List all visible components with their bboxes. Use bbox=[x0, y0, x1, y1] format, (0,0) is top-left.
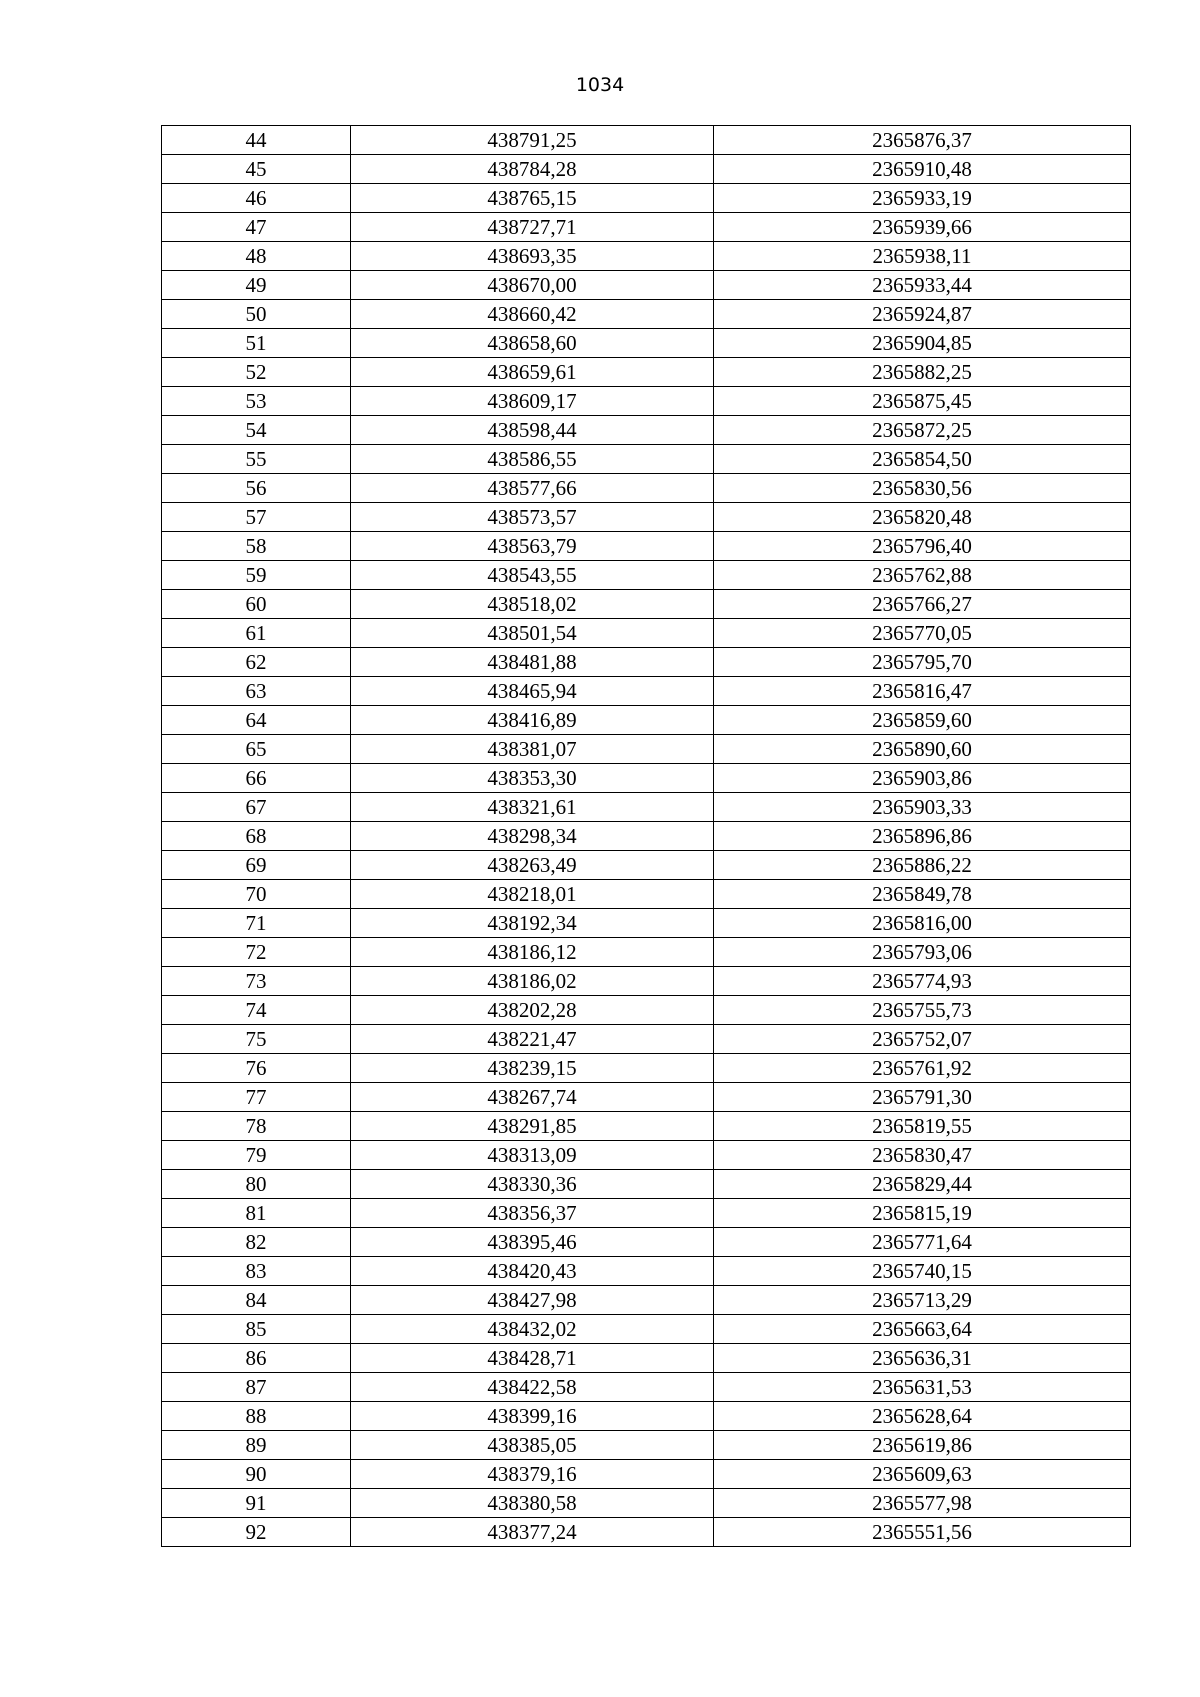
table-row bbox=[162, 822, 1131, 851]
y-coordinate-cell: 2365886,22 bbox=[714, 851, 1131, 880]
table-row bbox=[162, 1170, 1131, 1199]
x-coordinate-cell: 438586,55 bbox=[351, 445, 714, 474]
x-coordinate-cell: 438353,30 bbox=[351, 764, 714, 793]
y-coordinate-cell: 2365882,25 bbox=[714, 358, 1131, 387]
x-coordinate-cell: 438481,88 bbox=[351, 648, 714, 677]
point-number-cell: 80 bbox=[162, 1170, 351, 1199]
x-coordinate-cell: 438321,61 bbox=[351, 793, 714, 822]
x-coordinate-cell: 438186,02 bbox=[351, 967, 714, 996]
table-row bbox=[162, 1112, 1131, 1141]
x-coordinate-cell: 438379,16 bbox=[351, 1460, 714, 1489]
x-coordinate-cell: 438427,98 bbox=[351, 1286, 714, 1315]
point-number-cell: 57 bbox=[162, 503, 351, 532]
point-number-cell: 60 bbox=[162, 590, 351, 619]
table-row bbox=[162, 300, 1131, 329]
table-row bbox=[162, 271, 1131, 300]
y-coordinate-cell: 2365933,44 bbox=[714, 271, 1131, 300]
table-row bbox=[162, 1228, 1131, 1257]
point-number-cell: 85 bbox=[162, 1315, 351, 1344]
page-number: 1034 bbox=[575, 74, 625, 96]
y-coordinate-cell: 2365890,60 bbox=[714, 735, 1131, 764]
y-coordinate-cell: 2365816,47 bbox=[714, 677, 1131, 706]
table-row bbox=[162, 1431, 1131, 1460]
y-coordinate-cell: 2365770,05 bbox=[714, 619, 1131, 648]
point-number-cell: 64 bbox=[162, 706, 351, 735]
y-coordinate-cell: 2365762,88 bbox=[714, 561, 1131, 590]
y-coordinate-cell: 2365755,73 bbox=[714, 996, 1131, 1025]
x-coordinate-cell: 438577,66 bbox=[351, 474, 714, 503]
y-coordinate-cell: 2365876,37 bbox=[714, 126, 1131, 155]
y-coordinate-cell: 2365796,40 bbox=[714, 532, 1131, 561]
point-number-cell: 76 bbox=[162, 1054, 351, 1083]
point-number-cell: 46 bbox=[162, 184, 351, 213]
point-number-cell: 58 bbox=[162, 532, 351, 561]
table-row bbox=[162, 1344, 1131, 1373]
table-row bbox=[162, 996, 1131, 1025]
y-coordinate-cell: 2365938,11 bbox=[714, 242, 1131, 271]
x-coordinate-cell: 438660,42 bbox=[351, 300, 714, 329]
y-coordinate-cell: 2365904,85 bbox=[714, 329, 1131, 358]
x-coordinate-cell: 438263,49 bbox=[351, 851, 714, 880]
y-coordinate-cell: 2365551,56 bbox=[714, 1518, 1131, 1547]
table-row bbox=[162, 445, 1131, 474]
y-coordinate-cell: 2365752,07 bbox=[714, 1025, 1131, 1054]
x-coordinate-cell: 438422,58 bbox=[351, 1373, 714, 1402]
x-coordinate-cell: 438330,36 bbox=[351, 1170, 714, 1199]
point-number-cell: 73 bbox=[162, 967, 351, 996]
y-coordinate-cell: 2365771,64 bbox=[714, 1228, 1131, 1257]
y-coordinate-cell: 2365872,25 bbox=[714, 416, 1131, 445]
table-row bbox=[162, 213, 1131, 242]
point-number-cell: 86 bbox=[162, 1344, 351, 1373]
x-coordinate-cell: 438399,16 bbox=[351, 1402, 714, 1431]
table-row bbox=[162, 590, 1131, 619]
table-row bbox=[162, 126, 1131, 155]
y-coordinate-cell: 2365933,19 bbox=[714, 184, 1131, 213]
table-row bbox=[162, 1373, 1131, 1402]
x-coordinate-cell: 438420,43 bbox=[351, 1257, 714, 1286]
x-coordinate-cell: 438377,24 bbox=[351, 1518, 714, 1547]
y-coordinate-cell: 2365793,06 bbox=[714, 938, 1131, 967]
y-coordinate-cell: 2365631,53 bbox=[714, 1373, 1131, 1402]
table-row bbox=[162, 1460, 1131, 1489]
table-row bbox=[162, 1518, 1131, 1547]
x-coordinate-cell: 438784,28 bbox=[351, 155, 714, 184]
point-number-cell: 56 bbox=[162, 474, 351, 503]
point-number-cell: 50 bbox=[162, 300, 351, 329]
coordinates-table-body bbox=[162, 126, 1131, 1547]
y-coordinate-cell: 2365820,48 bbox=[714, 503, 1131, 532]
table-row bbox=[162, 1257, 1131, 1286]
table-row bbox=[162, 909, 1131, 938]
y-coordinate-cell: 2365636,31 bbox=[714, 1344, 1131, 1373]
y-coordinate-cell: 2365609,63 bbox=[714, 1460, 1131, 1489]
x-coordinate-cell: 438192,34 bbox=[351, 909, 714, 938]
table-row bbox=[162, 1315, 1131, 1344]
y-coordinate-cell: 2365924,87 bbox=[714, 300, 1131, 329]
x-coordinate-cell: 438658,60 bbox=[351, 329, 714, 358]
x-coordinate-cell: 438218,01 bbox=[351, 880, 714, 909]
x-coordinate-cell: 438791,25 bbox=[351, 126, 714, 155]
table-row bbox=[162, 1141, 1131, 1170]
point-number-cell: 77 bbox=[162, 1083, 351, 1112]
x-coordinate-cell: 438298,34 bbox=[351, 822, 714, 851]
x-coordinate-cell: 438239,15 bbox=[351, 1054, 714, 1083]
y-coordinate-cell: 2365854,50 bbox=[714, 445, 1131, 474]
y-coordinate-cell: 2365816,00 bbox=[714, 909, 1131, 938]
table-row bbox=[162, 735, 1131, 764]
x-coordinate-cell: 438381,07 bbox=[351, 735, 714, 764]
table-row bbox=[162, 764, 1131, 793]
y-coordinate-cell: 2365849,78 bbox=[714, 880, 1131, 909]
point-number-cell: 63 bbox=[162, 677, 351, 706]
y-coordinate-cell: 2365830,56 bbox=[714, 474, 1131, 503]
point-number-cell: 81 bbox=[162, 1199, 351, 1228]
point-number-cell: 62 bbox=[162, 648, 351, 677]
point-number-cell: 59 bbox=[162, 561, 351, 590]
table-row bbox=[162, 503, 1131, 532]
point-number-cell: 72 bbox=[162, 938, 351, 967]
table-row bbox=[162, 561, 1131, 590]
x-coordinate-cell: 438573,57 bbox=[351, 503, 714, 532]
y-coordinate-cell: 2365829,44 bbox=[714, 1170, 1131, 1199]
table-row bbox=[162, 184, 1131, 213]
point-number-cell: 68 bbox=[162, 822, 351, 851]
x-coordinate-cell: 438501,54 bbox=[351, 619, 714, 648]
point-number-cell: 55 bbox=[162, 445, 351, 474]
point-number-cell: 82 bbox=[162, 1228, 351, 1257]
point-number-cell: 71 bbox=[162, 909, 351, 938]
table-row bbox=[162, 648, 1131, 677]
y-coordinate-cell: 2365815,19 bbox=[714, 1199, 1131, 1228]
y-coordinate-cell: 2365819,55 bbox=[714, 1112, 1131, 1141]
x-coordinate-cell: 438563,79 bbox=[351, 532, 714, 561]
table-row bbox=[162, 967, 1131, 996]
point-number-cell: 51 bbox=[162, 329, 351, 358]
table-row bbox=[162, 1402, 1131, 1431]
y-coordinate-cell: 2365761,92 bbox=[714, 1054, 1131, 1083]
y-coordinate-cell: 2365795,70 bbox=[714, 648, 1131, 677]
point-number-cell: 79 bbox=[162, 1141, 351, 1170]
table-row bbox=[162, 619, 1131, 648]
x-coordinate-cell: 438291,85 bbox=[351, 1112, 714, 1141]
y-coordinate-cell: 2365766,27 bbox=[714, 590, 1131, 619]
point-number-cell: 84 bbox=[162, 1286, 351, 1315]
x-coordinate-cell: 438186,12 bbox=[351, 938, 714, 967]
y-coordinate-cell: 2365859,60 bbox=[714, 706, 1131, 735]
point-number-cell: 67 bbox=[162, 793, 351, 822]
table-row bbox=[162, 938, 1131, 967]
y-coordinate-cell: 2365875,45 bbox=[714, 387, 1131, 416]
y-coordinate-cell: 2365628,64 bbox=[714, 1402, 1131, 1431]
table-row bbox=[162, 1083, 1131, 1112]
x-coordinate-cell: 438356,37 bbox=[351, 1199, 714, 1228]
point-number-cell: 75 bbox=[162, 1025, 351, 1054]
y-coordinate-cell: 2365663,64 bbox=[714, 1315, 1131, 1344]
x-coordinate-cell: 438609,17 bbox=[351, 387, 714, 416]
table-row bbox=[162, 474, 1131, 503]
x-coordinate-cell: 438543,55 bbox=[351, 561, 714, 590]
table-row bbox=[162, 1025, 1131, 1054]
x-coordinate-cell: 438432,02 bbox=[351, 1315, 714, 1344]
y-coordinate-cell: 2365713,29 bbox=[714, 1286, 1131, 1315]
table-row bbox=[162, 416, 1131, 445]
point-number-cell: 90 bbox=[162, 1460, 351, 1489]
x-coordinate-cell: 438221,47 bbox=[351, 1025, 714, 1054]
table-row bbox=[162, 1286, 1131, 1315]
y-coordinate-cell: 2365903,33 bbox=[714, 793, 1131, 822]
table-row bbox=[162, 677, 1131, 706]
table-row bbox=[162, 793, 1131, 822]
point-number-cell: 53 bbox=[162, 387, 351, 416]
x-coordinate-cell: 438518,02 bbox=[351, 590, 714, 619]
y-coordinate-cell: 2365791,30 bbox=[714, 1083, 1131, 1112]
y-coordinate-cell: 2365740,15 bbox=[714, 1257, 1131, 1286]
x-coordinate-cell: 438313,09 bbox=[351, 1141, 714, 1170]
y-coordinate-cell: 2365903,86 bbox=[714, 764, 1131, 793]
point-number-cell: 87 bbox=[162, 1373, 351, 1402]
y-coordinate-cell: 2365774,93 bbox=[714, 967, 1131, 996]
table-row bbox=[162, 706, 1131, 735]
y-coordinate-cell: 2365939,66 bbox=[714, 213, 1131, 242]
table-row bbox=[162, 851, 1131, 880]
point-number-cell: 66 bbox=[162, 764, 351, 793]
x-coordinate-cell: 438202,28 bbox=[351, 996, 714, 1025]
x-coordinate-cell: 438380,58 bbox=[351, 1489, 714, 1518]
coordinates-table bbox=[161, 125, 1131, 1547]
point-number-cell: 52 bbox=[162, 358, 351, 387]
point-number-cell: 47 bbox=[162, 213, 351, 242]
table-row bbox=[162, 1054, 1131, 1083]
x-coordinate-cell: 438670,00 bbox=[351, 271, 714, 300]
table-row bbox=[162, 155, 1131, 184]
x-coordinate-cell: 438727,71 bbox=[351, 213, 714, 242]
x-coordinate-cell: 438395,46 bbox=[351, 1228, 714, 1257]
x-coordinate-cell: 438428,71 bbox=[351, 1344, 714, 1373]
table-row bbox=[162, 1199, 1131, 1228]
point-number-cell: 92 bbox=[162, 1518, 351, 1547]
point-number-cell: 83 bbox=[162, 1257, 351, 1286]
y-coordinate-cell: 2365619,86 bbox=[714, 1431, 1131, 1460]
point-number-cell: 61 bbox=[162, 619, 351, 648]
x-coordinate-cell: 438416,89 bbox=[351, 706, 714, 735]
point-number-cell: 54 bbox=[162, 416, 351, 445]
x-coordinate-cell: 438765,15 bbox=[351, 184, 714, 213]
point-number-cell: 78 bbox=[162, 1112, 351, 1141]
x-coordinate-cell: 438267,74 bbox=[351, 1083, 714, 1112]
x-coordinate-cell: 438385,05 bbox=[351, 1431, 714, 1460]
point-number-cell: 91 bbox=[162, 1489, 351, 1518]
point-number-cell: 49 bbox=[162, 271, 351, 300]
point-number-cell: 69 bbox=[162, 851, 351, 880]
table-row bbox=[162, 358, 1131, 387]
point-number-cell: 74 bbox=[162, 996, 351, 1025]
x-coordinate-cell: 438465,94 bbox=[351, 677, 714, 706]
table-row bbox=[162, 880, 1131, 909]
y-coordinate-cell: 2365896,86 bbox=[714, 822, 1131, 851]
y-coordinate-cell: 2365830,47 bbox=[714, 1141, 1131, 1170]
x-coordinate-cell: 438659,61 bbox=[351, 358, 714, 387]
table-row bbox=[162, 532, 1131, 561]
y-coordinate-cell: 2365577,98 bbox=[714, 1489, 1131, 1518]
x-coordinate-cell: 438693,35 bbox=[351, 242, 714, 271]
table-row bbox=[162, 387, 1131, 416]
point-number-cell: 70 bbox=[162, 880, 351, 909]
table-row bbox=[162, 1489, 1131, 1518]
x-coordinate-cell: 438598,44 bbox=[351, 416, 714, 445]
table-row bbox=[162, 329, 1131, 358]
point-number-cell: 89 bbox=[162, 1431, 351, 1460]
point-number-cell: 45 bbox=[162, 155, 351, 184]
table-row bbox=[162, 242, 1131, 271]
point-number-cell: 48 bbox=[162, 242, 351, 271]
point-number-cell: 44 bbox=[162, 126, 351, 155]
point-number-cell: 65 bbox=[162, 735, 351, 764]
y-coordinate-cell: 2365910,48 bbox=[714, 155, 1131, 184]
point-number-cell: 88 bbox=[162, 1402, 351, 1431]
